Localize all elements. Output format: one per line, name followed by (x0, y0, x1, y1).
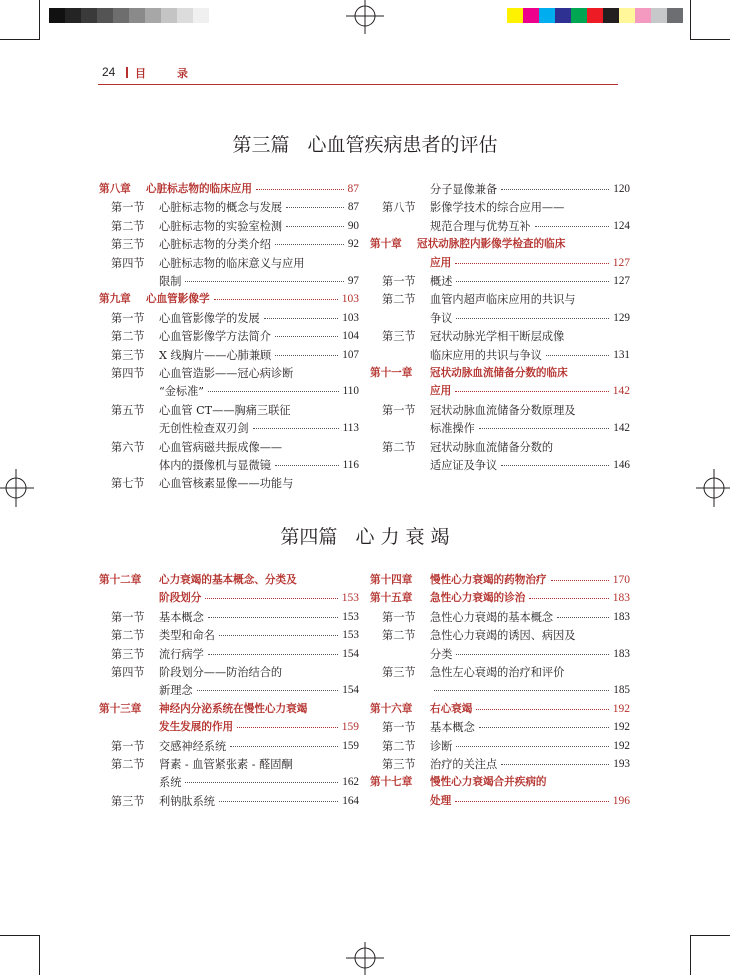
section-title: 类型和命名 (159, 629, 215, 643)
toc-section-entry (99, 235, 359, 254)
section-title: 心脏标志物的临床意义与应用 (159, 256, 305, 270)
dot-leader (551, 580, 609, 581)
page-ref: 183 (613, 647, 630, 660)
section-title: 流行病学 (159, 647, 204, 661)
dot-leader (286, 207, 344, 208)
page-ref: 153 (342, 629, 359, 642)
chapter-title: 急性心力衰竭的诊治 (430, 592, 526, 605)
section-title: 心脏标志物的概念与发展 (159, 201, 283, 215)
color-swatch (507, 8, 523, 23)
toc-section-entry (370, 327, 630, 346)
toc-chapter-entry (370, 382, 630, 401)
chapter-title: 阶段划分 (159, 592, 202, 605)
dot-leader (264, 318, 338, 319)
section-number: 第二节 (382, 293, 416, 307)
section-title: 阶段划分——防治结合的 (159, 666, 283, 679)
dot-leader (455, 801, 609, 802)
chapter-number: 第十四章 (370, 574, 413, 586)
page-ref: 154 (342, 684, 359, 697)
toc-section-entry (370, 645, 630, 664)
dot-leader (185, 281, 344, 282)
page-ref: 131 (613, 348, 630, 361)
dot-leader (501, 465, 609, 466)
toc-section-entry (370, 681, 630, 700)
section-number: 第六节 (111, 440, 145, 454)
dot-leader (286, 226, 344, 227)
toc-section-entry (99, 382, 359, 401)
chapter-title: 神经内分泌系统在慢性心力衰竭 (159, 702, 308, 715)
toc-section-entry (99, 438, 359, 457)
chapter-title: 心力衰竭的基本概念、分类及 (159, 574, 297, 586)
gray-swatch (81, 8, 97, 23)
header-title: 目 录 (135, 67, 198, 80)
page-ref: 110 (342, 385, 359, 398)
section-title: 争议 (430, 311, 453, 325)
page-number: 24 (102, 65, 116, 79)
section-title: 心血管 CT——胸痛三联征 (159, 403, 291, 417)
section-number: 第三节 (111, 348, 145, 362)
toc-chapter-entry (370, 235, 630, 254)
chapter-number: 第十二章 (99, 574, 142, 586)
dot-leader (434, 690, 609, 691)
page-ref: 164 (342, 794, 359, 807)
dot-leader (479, 727, 609, 728)
header-divider (126, 67, 128, 78)
section-title: X 线胸片——心肺兼顾 (159, 348, 272, 362)
section-number: 第三节 (382, 758, 416, 771)
section-title: 交感神经系统 (159, 739, 227, 753)
section-title: 急性心力衰竭的诱因、病因及 (430, 629, 576, 643)
chapter-title: 发生发展的作用 (159, 721, 234, 734)
toc-section-entry (99, 364, 359, 383)
toc-chapter-entry (370, 773, 630, 792)
toc-section-entry (370, 456, 630, 475)
section-title: 体内的摄像机与显微镜 (159, 459, 271, 472)
toc-section-entry (370, 198, 630, 217)
section-title: 基本概念 (159, 610, 204, 624)
section-title: 新理念 (159, 684, 193, 698)
color-swatch (587, 8, 603, 23)
dot-leader (214, 299, 338, 300)
page-ref: 142 (613, 422, 630, 435)
page-ref: 183 (612, 592, 630, 605)
dot-leader (455, 263, 609, 264)
gray-swatch (49, 8, 65, 23)
toc-section-entry (370, 180, 630, 199)
dot-leader (476, 709, 609, 710)
toc-chapter-entry (370, 792, 630, 811)
toc-section-entry (370, 626, 630, 645)
section-number: 第一节 (111, 610, 145, 624)
page-ref: 127 (612, 256, 630, 269)
toc-chapter-entry (99, 571, 359, 590)
toc-section-entry (370, 608, 630, 627)
dot-leader (219, 801, 338, 802)
section-title: 心血管核素显像——功能与 (159, 477, 294, 491)
dot-leader (501, 189, 609, 190)
section-title: 限制 (159, 275, 182, 288)
section-title: 系统 (159, 776, 182, 790)
toc-section-entry (370, 272, 630, 291)
section-number: 第三节 (111, 238, 145, 252)
chapter-number: 第九章 (99, 293, 131, 306)
page-ref: 142 (612, 385, 630, 398)
toc-section-entry (99, 792, 359, 811)
section-title: 规范合理与优势互补 (430, 219, 531, 233)
registration-mark-right (694, 463, 730, 513)
section-title: 冠状动脉血流储备分数的 (430, 440, 554, 454)
color-swatch (523, 8, 539, 23)
page-ref: 92 (347, 238, 359, 251)
section-title: 急性左心衰竭的治疗和评价 (430, 666, 565, 679)
dot-leader (456, 318, 609, 319)
dot-leader (275, 465, 339, 466)
part-name: 心 力 衰 竭 (355, 526, 450, 548)
part-name: 心血管疾病患者的评估 (307, 134, 498, 156)
toc-section-entry (99, 346, 359, 365)
dot-leader (275, 244, 344, 245)
dot-leader (479, 428, 609, 429)
dot-leader (275, 336, 338, 337)
header-rule (98, 84, 618, 85)
chapter-number: 第十一章 (370, 367, 413, 379)
chapter-number: 第八章 (99, 183, 131, 195)
chapter-title: 慢性心力衰竭的药物治疗 (430, 574, 547, 586)
section-number: 第一节 (382, 610, 416, 624)
color-swatch (603, 8, 619, 23)
toc-section-entry (99, 456, 359, 475)
gray-swatch (161, 8, 177, 23)
page-ref: 129 (613, 311, 630, 324)
section-number: 第二节 (111, 758, 145, 771)
toc-chapter-entry (370, 589, 630, 608)
dot-leader (535, 226, 609, 227)
section-title: 冠状动脉血流储备分数原理及 (430, 403, 576, 417)
chapter-number: 第十章 (370, 238, 402, 251)
gray-swatch (193, 8, 209, 23)
page-ref: 192 (612, 702, 630, 715)
dot-leader (219, 635, 338, 636)
page-ref: 162 (342, 776, 359, 789)
section-number: 第一节 (111, 739, 145, 753)
toc-chapter-entry (99, 290, 359, 309)
toc-chapter-entry (99, 589, 359, 608)
toc-section-entry (99, 645, 359, 664)
section-number: 第三节 (382, 330, 416, 344)
section-number: 第三节 (111, 647, 145, 661)
toc-section-entry (99, 272, 359, 291)
toc-chapter-entry (370, 364, 630, 383)
chapter-title: 冠状动脉血流储备分数的临床 (430, 367, 568, 379)
gray-swatch (129, 8, 145, 23)
gray-swatch (65, 8, 81, 23)
section-number: 第一节 (382, 721, 416, 735)
dot-leader (208, 391, 339, 392)
section-title: 诊断 (430, 739, 453, 753)
page-ref: 196 (612, 794, 630, 807)
page-ref: 113 (342, 422, 359, 435)
section-title: 标准操作 (430, 422, 475, 436)
section-title: 利钠肽系统 (159, 794, 215, 808)
section-number: 第二节 (382, 629, 416, 643)
page-ref: 153 (341, 592, 359, 605)
toc-section-entry (370, 290, 630, 309)
toc-chapter-entry (370, 700, 630, 719)
part-number: 第四篇 (280, 526, 338, 548)
dot-leader (230, 746, 338, 747)
toc-section-entry (99, 626, 359, 645)
section-number: 第四节 (111, 256, 145, 270)
color-swatch (539, 8, 555, 23)
page-ref: 90 (347, 219, 359, 232)
chapter-title: 处理 (430, 794, 452, 807)
page-ref: 103 (341, 293, 359, 306)
section-number: 第五节 (111, 403, 145, 417)
toc-chapter-entry (99, 700, 359, 719)
section-title: 肾素 - 血管紧张素 - 醛固酮 (159, 758, 293, 771)
section-number: 第一节 (382, 275, 416, 288)
section-title: 基本概念 (430, 721, 475, 735)
section-title: 分子显像兼备 (430, 183, 498, 196)
section-title: 影像学技术的综合应用—— (430, 201, 565, 215)
section-title: 临床应用的共识与争议 (430, 348, 542, 362)
section-title: 心脏标志物的实验室检测 (159, 219, 283, 233)
toc-section-entry (99, 327, 359, 346)
page-ref: 146 (613, 459, 630, 471)
toc-section-entry (370, 755, 630, 774)
section-number: 第一节 (111, 311, 145, 325)
toc-chapter-entry (99, 180, 359, 199)
toc-section-entry (99, 608, 359, 627)
toc-section-entry (370, 419, 630, 438)
section-title: 适应证及争议 (430, 459, 498, 472)
color-swatch (571, 8, 587, 23)
dot-leader (275, 355, 338, 356)
toc-chapter-entry (370, 254, 630, 273)
section-number: 第七节 (111, 477, 145, 491)
running-header (98, 62, 618, 86)
dot-leader (546, 355, 609, 356)
page-ref: 120 (613, 183, 630, 195)
color-swatch (651, 8, 667, 23)
color-calibration-bar (507, 8, 683, 23)
page-ref: 159 (341, 721, 359, 734)
page-ref: 104 (342, 330, 359, 343)
dot-leader (557, 617, 609, 618)
registration-mark-top (340, 0, 390, 36)
chapter-title: 心脏标志物的临床应用 (146, 183, 252, 195)
section-title: 血管内超声临床应用的共识与 (430, 293, 576, 307)
color-swatch (619, 8, 635, 23)
page-ref: 107 (342, 348, 359, 361)
section-number: 第二节 (382, 739, 416, 753)
gray-swatch (177, 8, 193, 23)
section-title: 心血管造影——冠心病诊断 (159, 367, 294, 380)
page-ref: 192 (613, 739, 630, 752)
section-number: 第二节 (111, 330, 145, 344)
chapter-number: 第十六章 (370, 702, 413, 715)
section-title: 治疗的关注点 (430, 758, 498, 771)
toc-section-entry (370, 718, 630, 737)
dot-leader (205, 598, 338, 599)
section-title: 分类 (430, 647, 453, 661)
toc-section-entry (99, 401, 359, 420)
toc-section-entry (370, 737, 630, 756)
section-title: 心血管影像学方法简介 (159, 330, 271, 344)
chapter-number: 第十五章 (370, 592, 413, 605)
section-number: 第一节 (382, 403, 416, 417)
page-ref: 116 (342, 459, 359, 471)
gray-swatch (97, 8, 113, 23)
toc-section-entry (99, 681, 359, 700)
toc-section-entry (99, 474, 359, 493)
toc-section-entry (99, 663, 359, 682)
toc-section-entry (99, 737, 359, 756)
page-ref: 185 (613, 684, 630, 697)
registration-mark-bottom (340, 940, 390, 975)
chapter-title: 右心衰竭 (430, 702, 473, 715)
section-number: 第四节 (111, 666, 145, 679)
dot-leader (185, 782, 338, 783)
gray-swatch (145, 8, 161, 23)
page-ref: 87 (347, 183, 359, 195)
dot-leader (456, 746, 609, 747)
toc-chapter-entry (99, 718, 359, 737)
page-ref: 127 (613, 275, 630, 287)
section-number: 第二节 (111, 629, 145, 643)
page-ref: 154 (342, 647, 359, 660)
chapter-title: 心血管影像学 (146, 293, 210, 306)
page-ref: 153 (342, 610, 359, 623)
page-ref: 159 (342, 739, 359, 752)
section-number: 第三节 (111, 794, 145, 808)
section-number: 第二节 (111, 219, 145, 233)
dot-leader (197, 690, 338, 691)
toc-section-entry (99, 773, 359, 792)
page-ref: 193 (613, 758, 630, 770)
dot-leader (456, 281, 609, 282)
toc-section-entry (99, 419, 359, 438)
dot-leader (253, 428, 339, 429)
chapter-title: 冠状动脉腔内影像学检查的临床 (417, 238, 566, 251)
chapter-title: 慢性心力衰竭合并疾病的 (430, 776, 547, 789)
color-swatch (555, 8, 571, 23)
page-ref: 183 (613, 610, 630, 623)
dot-leader (208, 654, 338, 655)
section-title: 心血管影像学的发展 (159, 311, 260, 325)
toc-section-entry (99, 254, 359, 273)
page-ref: 97 (347, 275, 359, 287)
section-title: 冠状动脉光学相干断层成像 (430, 330, 565, 344)
toc-section-entry (99, 198, 359, 217)
toc-section-entry (99, 217, 359, 236)
chapter-title: 应用 (430, 256, 452, 269)
gray-swatch (113, 8, 129, 23)
color-swatch (635, 8, 651, 23)
section-number: 第四节 (111, 367, 145, 380)
toc-section-entry (99, 309, 359, 328)
dot-leader (501, 764, 609, 765)
section-title: 急性心力衰竭的基本概念 (430, 610, 554, 624)
part-number: 第三篇 (232, 134, 290, 156)
page-ref: 124 (613, 219, 630, 232)
dot-leader (208, 617, 338, 618)
registration-mark-left (0, 463, 36, 513)
page-ref: 103 (342, 311, 359, 324)
section-number: 第八节 (382, 201, 416, 215)
section-title: 概述 (430, 275, 453, 288)
part-title (0, 522, 730, 549)
section-number: 第三节 (382, 666, 416, 679)
dot-leader (237, 727, 338, 728)
toc-section-entry (370, 438, 630, 457)
section-title: 心脏标志物的分类介绍 (159, 238, 271, 252)
dot-leader (455, 391, 609, 392)
dot-leader (456, 654, 609, 655)
toc-section-entry (370, 346, 630, 365)
section-title: “金标准” (159, 385, 205, 399)
dot-leader (256, 189, 344, 190)
dot-leader (529, 598, 609, 599)
chapter-title: 应用 (430, 385, 452, 398)
section-number: 第一节 (111, 201, 145, 215)
toc-section-entry (99, 755, 359, 774)
page-ref: 87 (347, 201, 359, 214)
toc-section-entry (370, 217, 630, 236)
gray-color-bar (49, 8, 209, 23)
section-title: 心血管病磁共振成像—— (159, 440, 283, 454)
toc-section-entry (370, 663, 630, 682)
toc-section-entry (370, 401, 630, 420)
chapter-number: 第十三章 (99, 702, 142, 715)
section-number: 第二节 (382, 440, 416, 454)
chapter-number: 第十七章 (370, 776, 413, 789)
section-title: 无创性检查双刃剑 (159, 422, 249, 436)
toc-chapter-entry (370, 571, 630, 590)
color-swatch (667, 8, 683, 23)
part-title (0, 130, 730, 157)
toc-section-entry (370, 309, 630, 328)
page-ref: 192 (613, 721, 630, 734)
page-ref: 170 (612, 574, 630, 586)
